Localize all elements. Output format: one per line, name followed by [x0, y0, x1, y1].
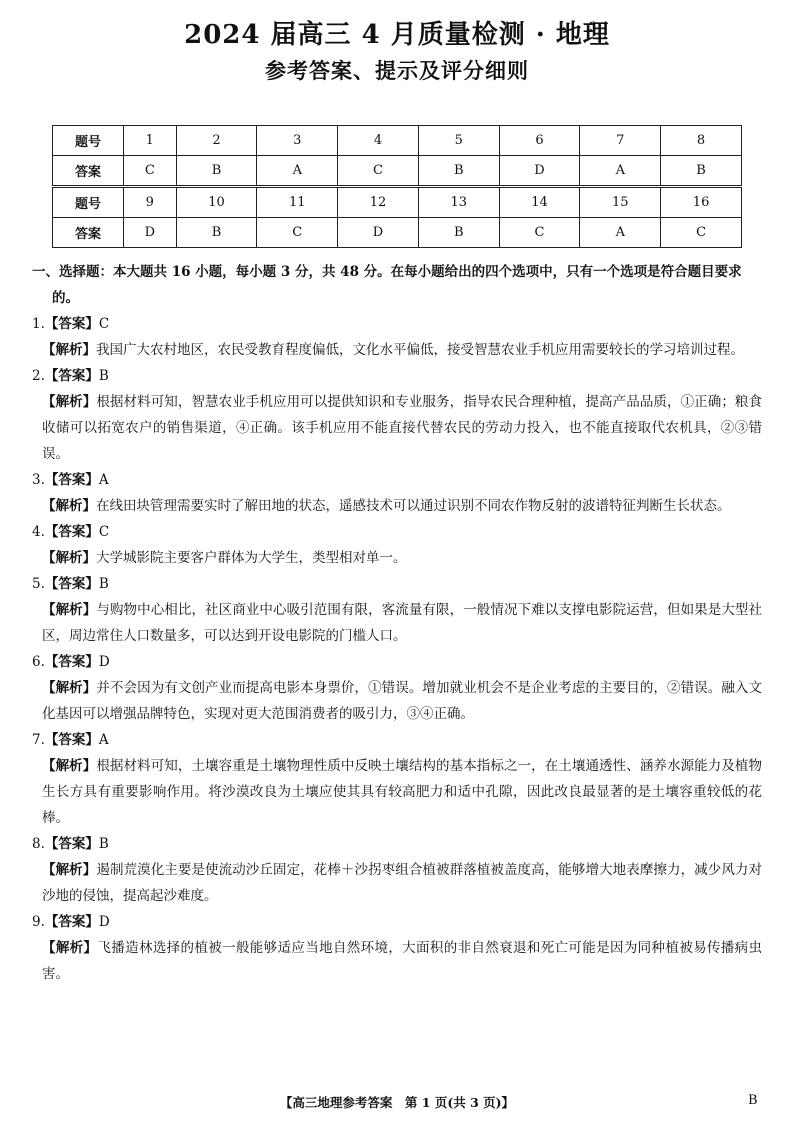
explanation-tag: 【解析】 [42, 342, 96, 358]
answer-cell: C [661, 218, 742, 248]
explanation [42, 389, 762, 467]
explanation-text: 我国广大农村地区，农民受教育程度偏低，文化水平偏低，接受智慧农业手机应用需要较长的学习培训过程。 [96, 342, 744, 358]
answer-cell: A [580, 156, 661, 187]
question-number-cell: 10 [176, 187, 257, 218]
question-number-cell: 5 [418, 126, 499, 156]
table-row-answer [53, 218, 742, 248]
question-number-cell: 8 [661, 126, 742, 156]
answer-value: D [98, 914, 110, 930]
answer-line [32, 311, 762, 337]
question-number-cell: 6 [499, 126, 580, 156]
explanation-text: 遏制荒漠化主要是使流动沙丘固定，花棒＋沙拐枣组合植被群落植被盖度高，能够增大地表摩擦力，减少风力对沙地的侵蚀，提高起沙难度。 [42, 862, 763, 904]
explanation [42, 675, 762, 727]
question-number: 2. [32, 368, 45, 384]
question-number-cell: 4 [338, 126, 419, 156]
answer-cell: A [580, 218, 661, 248]
answer-value: B [98, 836, 109, 852]
section-header: 一、选择题：本大题共 16 小题，每小题 3 分，共 48 分。在每小题给出的四个选项中，只有一个选项是符合题目要求的。 [32, 264, 742, 306]
question-number-cell: 16 [661, 187, 742, 218]
answer-tag: 【答案】 [44, 316, 99, 332]
answer-line [32, 467, 762, 493]
answer-value: B [98, 576, 109, 592]
explanation-text: 在线田块管理需要实时了解田地的状态，遥感技术可以通过识别不同农作物反射的波谱特征判断生长状态。 [96, 498, 731, 514]
answer-cell: C [257, 218, 338, 248]
answer-line [32, 909, 762, 935]
explanation [42, 857, 762, 909]
explanation [42, 337, 762, 363]
question-number-cell: 14 [499, 187, 580, 218]
answer-line [32, 363, 762, 389]
answer-line [32, 727, 762, 753]
explanation-tag: 【解析】 [42, 940, 98, 956]
answer-cell: C [499, 218, 580, 248]
answer-tag: 【答案】 [44, 654, 99, 670]
explanation [42, 935, 762, 987]
answer-line [32, 571, 762, 597]
answer-value: C [98, 524, 110, 540]
answer-tag: 【答案】 [44, 576, 99, 592]
answer-cell: C [338, 156, 419, 187]
answer-cell: D [338, 218, 419, 248]
table-row-question [53, 187, 742, 218]
answer-cell: B [176, 156, 257, 187]
explanation-tag: 【解析】 [42, 602, 97, 618]
question-number: 9. [32, 914, 45, 930]
question-number: 1. [32, 316, 45, 332]
question-number: 3. [32, 472, 45, 488]
explanation-text: 飞播造林选择的植被一般能够适应当地自然环境，大面积的非自然衰退和死亡可能是因为同种植被易传播病虫害。 [42, 940, 763, 982]
answer-cell: B [418, 156, 499, 187]
explanation-text: 大学城影院主要客户群体为大学生，类型相对单一。 [96, 550, 407, 566]
question-number-cell: 2 [176, 126, 257, 156]
answer-tag: 【答案】 [44, 368, 99, 384]
table-row-answer [53, 156, 742, 187]
question-number: 8. [32, 836, 45, 852]
document-subtitle: 参考答案、提示及评分细则 [265, 58, 529, 83]
question-number-cell: 12 [338, 187, 419, 218]
answer-value: A [98, 472, 109, 488]
explanation [42, 597, 762, 649]
question-number: 6. [32, 654, 45, 670]
question-number-cell: 11 [257, 187, 338, 218]
question-number-cell: 15 [580, 187, 661, 218]
question-number-cell: 13 [418, 187, 499, 218]
answer-tag: 【答案】 [44, 524, 99, 540]
answer-tag: 【答案】 [44, 836, 99, 852]
answer-cell: B [661, 156, 742, 187]
explanation-tag: 【解析】 [42, 862, 97, 878]
answer-content [32, 259, 762, 987]
answer-cell: C [124, 156, 177, 187]
answer-tag: 【答案】 [44, 732, 99, 748]
answer-list [32, 311, 762, 987]
question-label: 题号 [53, 187, 124, 218]
table-row-question [53, 126, 742, 156]
explanation-tag: 【解析】 [42, 680, 97, 696]
answer-line [32, 831, 762, 857]
answer-cell: D [499, 156, 580, 187]
explanation-tag: 【解析】 [42, 394, 97, 410]
answer-value: B [98, 368, 109, 384]
page-footer: 【高三地理参考答案 第 1 页(共 3 页)】 [279, 1095, 515, 1110]
question-number-cell: 9 [124, 187, 177, 218]
explanation [42, 545, 762, 571]
answer-tag: 【答案】 [44, 472, 99, 488]
question-number-cell: 1 [124, 126, 177, 156]
answer-value: A [98, 732, 109, 748]
answer-label: 答案 [53, 218, 124, 248]
question-number: 5. [32, 576, 45, 592]
answer-table [52, 125, 742, 248]
question-label: 题号 [53, 126, 124, 156]
explanation [42, 753, 762, 831]
explanation [42, 493, 762, 519]
explanation-tag: 【解析】 [42, 498, 96, 514]
explanation-text: 根据材料可知，土壤容重是土壤物理性质中反映土壤结构的基本指标之一，在土壤通透性、涵养水源能力及植物生长方具有重要影响作用。将沙漠改良为土壤应使其具有较高肥力和适中孔隙，因此改良最显著的是土壤容重较低的花棒。 [42, 758, 763, 826]
answer-tag: 【答案】 [44, 914, 99, 930]
question-number: 7. [32, 732, 45, 748]
question-number-cell: 3 [257, 126, 338, 156]
answer-line [32, 649, 762, 675]
explanation-text: 根据材料可知，智慧农业手机应用可以提供知识和专业服务，指导农民合理种植，提高产品品质，①正确；粮食收储可以拓宽农户的销售渠道，④正确。该手机应用不能直接代替农民的劳动力投入，也不能直接取代农机具，②③错误。 [42, 394, 763, 462]
question-number-cell: 7 [580, 126, 661, 156]
document-title: 2024 届高三 4 月质量检测 · 地理 [184, 20, 610, 50]
answer-value: D [98, 654, 110, 670]
answer-cell: B [418, 218, 499, 248]
paper-version-mark: B [748, 1093, 758, 1108]
answer-line [32, 519, 762, 545]
explanation-text: 并不会因为有文创产业而提高电影本身票价，①错误。增加就业机会不是企业考虑的主要目的，②错误。融入文化基因可以增强品牌特色，实现对更大范围消费者的吸引力，③④正确。 [42, 680, 763, 722]
explanation-tag: 【解析】 [42, 550, 96, 566]
answer-label: 答案 [53, 156, 124, 187]
question-number: 4. [32, 524, 45, 540]
answer-cell: A [257, 156, 338, 187]
explanation-tag: 【解析】 [42, 758, 97, 774]
explanation-text: 与购物中心相比，社区商业中心吸引范围有限，客流量有限，一般情况下难以支撑电影院运营，但如果是大型社区，周边常住人口数量多，可以达到开设电影院的门槛人口。 [42, 602, 763, 644]
answer-cell: D [124, 218, 177, 248]
answer-cell: B [176, 218, 257, 248]
answer-value: C [98, 316, 110, 332]
